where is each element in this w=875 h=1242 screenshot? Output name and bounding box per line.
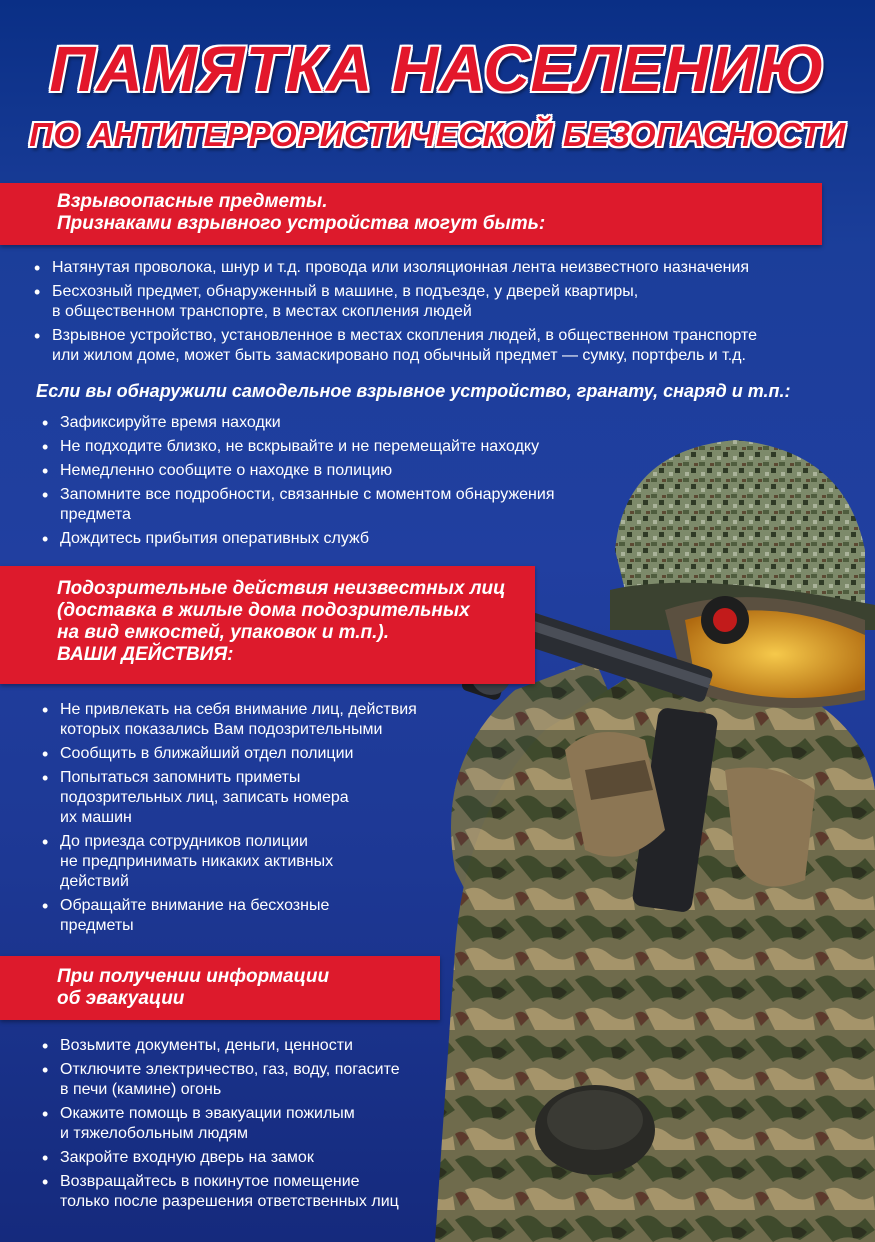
- section-banner-explosives: [0, 183, 822, 245]
- heading-line: При получении информации: [57, 966, 330, 987]
- list-item: • Взрывное устройство, установленное в местах скопления людей, в общественном транспорте или жилом доме, может быть замаскировано под обычный предмет — сумку, портфель и т.д.: [28, 326, 848, 366]
- poster-subtitle: ПО АНТИТЕРРОРИСТИЧЕСКОЙ БЕЗОПАСНОСТИ: [29, 116, 846, 153]
- list-item: • Обращайте внимание на бесхозные предметы: [36, 896, 476, 936]
- poster-title: ПАМЯТКА НАСЕЛЕНИЮ: [49, 33, 826, 105]
- list-item: • Возьмите документы, деньги, ценности: [36, 1036, 476, 1056]
- heading-line: на вид емкостей, упаковок и т.п.).: [57, 622, 390, 643]
- list-item: • Запомните все подробности, связанные с моментом обнаружения предмета: [36, 485, 636, 525]
- section-heading-found-device: Если вы обнаружили самодельное взрывное устройство, гранату, снаряд и т.п.:: [36, 381, 791, 401]
- list-item: • Бесхозный предмет, обнаруженный в машине, в подъезде, у дверей квартиры, в общественном транспорте, в местах скопления людей: [28, 282, 848, 322]
- heading-line: Подозрительные действия неизвестных лиц: [57, 578, 506, 599]
- list-item: • Окажите помощь в эвакуации пожилым и тяжелобольным людям: [36, 1104, 476, 1144]
- section-banner-suspicious: [0, 566, 535, 684]
- found-device-actions-list: [36, 413, 636, 553]
- list-item: • Возвращайтесь в покинутое помещение только после разрешения ответственных лиц: [36, 1172, 476, 1212]
- suspicious-actions-list: [36, 700, 476, 940]
- list-item: • Не привлекать на себя внимание лиц, действия которых показались Вам подозрительными: [36, 700, 476, 740]
- list-item: • Зафиксируйте время находки: [36, 413, 636, 433]
- list-item: • Натянутая проволока, шнур и т.д. провода или изоляционная лента неизвестного назначения: [28, 258, 848, 278]
- heading-line: об эвакуации: [57, 988, 185, 1009]
- list-item: • Закройте входную дверь на замок: [36, 1148, 476, 1168]
- list-item: • До приезда сотрудников полиции не предпринимать никаких активных действий: [36, 832, 476, 892]
- list-item: • Не подходите близко, не вскрывайте и не перемещайте находку: [36, 437, 636, 457]
- list-item: • Немедленно сообщите о находке в полицию: [36, 461, 636, 481]
- heading-line: Взрывоопасные предметы.: [57, 191, 328, 212]
- explosive-signs-list: [28, 258, 848, 370]
- heading-line: ВАШИ ДЕЙСТВИЯ:: [57, 644, 234, 665]
- section-heading: [57, 578, 505, 666]
- section-heading: [57, 191, 545, 235]
- section-heading: [57, 966, 329, 1010]
- heading-line: (доставка в жилые дома подозрительных: [57, 600, 470, 621]
- evacuation-actions-list: [36, 1036, 476, 1216]
- list-item: • Дождитесь прибытия оперативных служб: [36, 529, 636, 549]
- list-item: • Отключите электричество, газ, воду, погасите в печи (камине) огонь: [36, 1060, 476, 1100]
- heading-line: Признаками взрывного устройства могут быть:: [57, 213, 546, 234]
- section-banner-evacuation: [0, 956, 440, 1020]
- list-item: • Попытаться запомнить приметы подозрительных лиц, записать номера их машин: [36, 768, 476, 828]
- list-item: • Сообщить в ближайший отдел полиции: [36, 744, 476, 764]
